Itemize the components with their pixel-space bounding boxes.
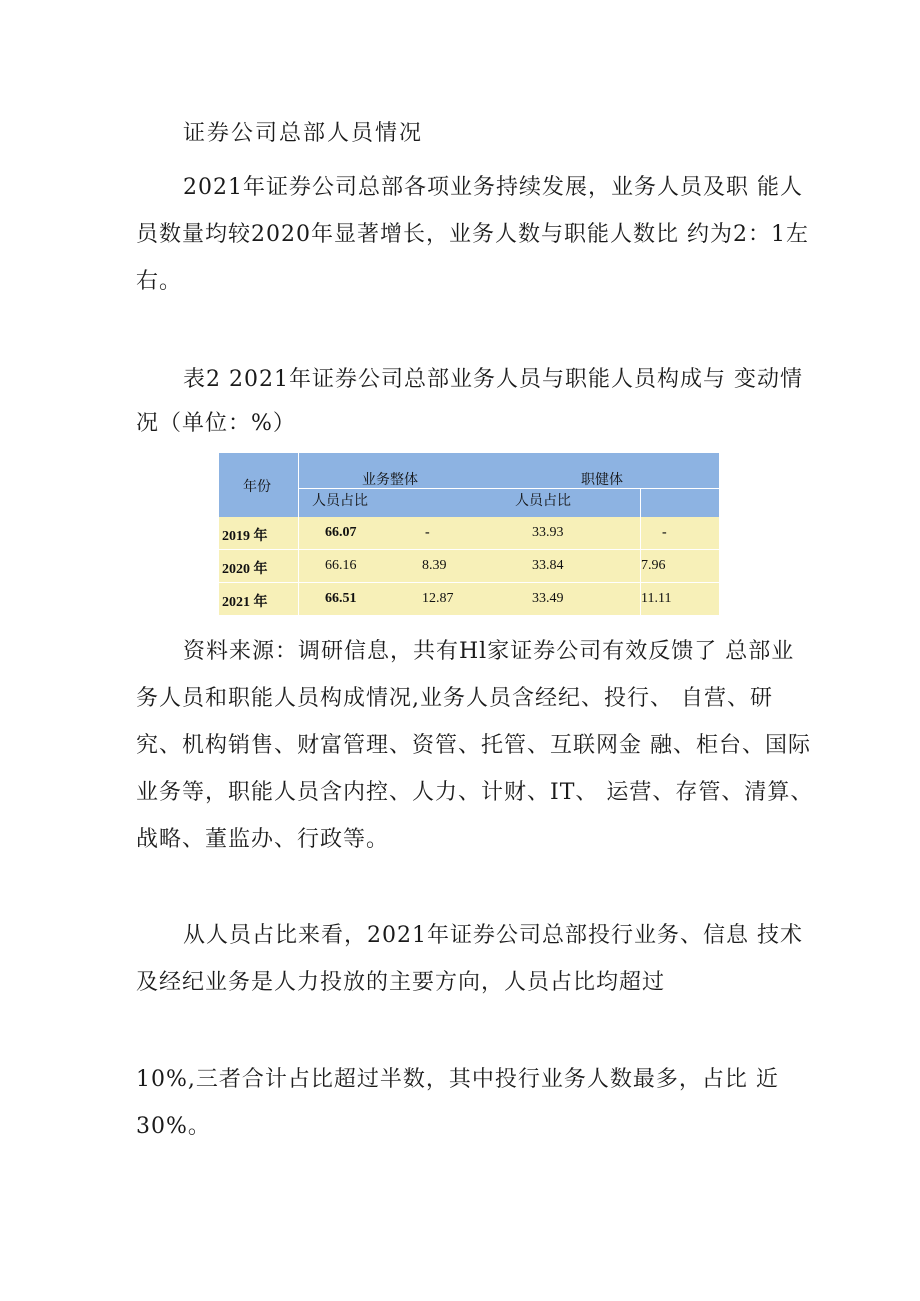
cell-business-change: -	[425, 525, 430, 540]
paragraph-summary	[136, 164, 809, 305]
header-function-ratio: 人员占比	[515, 493, 571, 509]
cell-function-ratio: 33.93	[532, 525, 564, 540]
paragraph-line: 务人员和职能人员构成情况,业务人员含经纪、投行、 自营、研	[136, 686, 773, 711]
table-body	[219, 517, 719, 615]
table-header	[219, 453, 719, 517]
header-business-group: 业务整体	[362, 472, 418, 488]
header-divider	[298, 488, 719, 489]
header-divider	[640, 488, 641, 517]
header-year: 年份	[243, 479, 271, 495]
paragraph-line: 10%,三者合计占比超过半数，其中投行业务人数最多，占比 近	[136, 1067, 779, 1092]
body-divider	[298, 517, 299, 615]
cell-function-change: 7.96	[641, 558, 666, 573]
cell-function-change: 11.11	[641, 591, 672, 606]
paragraph-line: 员数量均较2020年显著增长，业务人数与职能人数比 约为2：1左	[136, 222, 809, 247]
paragraph-line: 究、机构销售、财富管理、资管、托管、互联网金 融、柜台、国际	[136, 733, 811, 758]
paragraph-line: 右。	[136, 269, 183, 294]
paragraph-line: 战略、董监办、行政等。	[136, 827, 390, 852]
paragraph-line: 资料来源：调研信息，共有Hl家证券公司有效反馈了 总部业	[183, 639, 795, 664]
data-source-note	[136, 628, 813, 863]
paragraph-line: 2021年证券公司总部各项业务持续发展，业务人员及职 能人	[183, 175, 803, 200]
cell-business-ratio: 66.07	[325, 525, 357, 540]
paragraph-analysis	[136, 912, 803, 1006]
caption-line: 况（单位：%）	[136, 411, 296, 436]
cell-business-ratio: 66.51	[325, 591, 357, 606]
paragraph-conclusion	[136, 1056, 779, 1150]
paragraph-line: 业务等，职能人员含内控、人力、计财、IT、 运营、存管、清算、	[136, 780, 814, 805]
cell-business-change: 12.87	[422, 591, 454, 606]
paragraph-line: 30%。	[136, 1114, 211, 1139]
table-caption	[136, 358, 803, 446]
body-divider	[219, 582, 719, 583]
cell-business-ratio: 66.16	[325, 558, 357, 573]
body-divider	[219, 549, 719, 550]
cell-function-ratio: 33.84	[532, 558, 564, 573]
staff-composition-table	[219, 453, 719, 615]
row-year: 2019 年	[222, 529, 268, 544]
cell-function-ratio: 33.49	[532, 591, 564, 606]
paragraph-line: 及经纪业务是人力投放的主要方向，人员占比均超过	[136, 970, 666, 995]
header-divider	[298, 453, 299, 517]
paragraph-line: 从人员占比来看，2021年证券公司总部投行业务、信息 技术	[183, 923, 803, 948]
cell-function-change: -	[662, 525, 667, 540]
caption-line: 表2 2021年证券公司总部业务人员与职能人员构成与 变动情	[183, 367, 803, 392]
row-year: 2021 年	[222, 595, 268, 610]
section-heading: 证券公司总部人员情况	[183, 121, 424, 146]
row-year: 2020 年	[222, 562, 268, 577]
cell-business-change: 8.39	[422, 558, 447, 573]
header-business-ratio: 人员占比	[312, 493, 368, 509]
header-function-group: 职健体	[581, 472, 623, 488]
